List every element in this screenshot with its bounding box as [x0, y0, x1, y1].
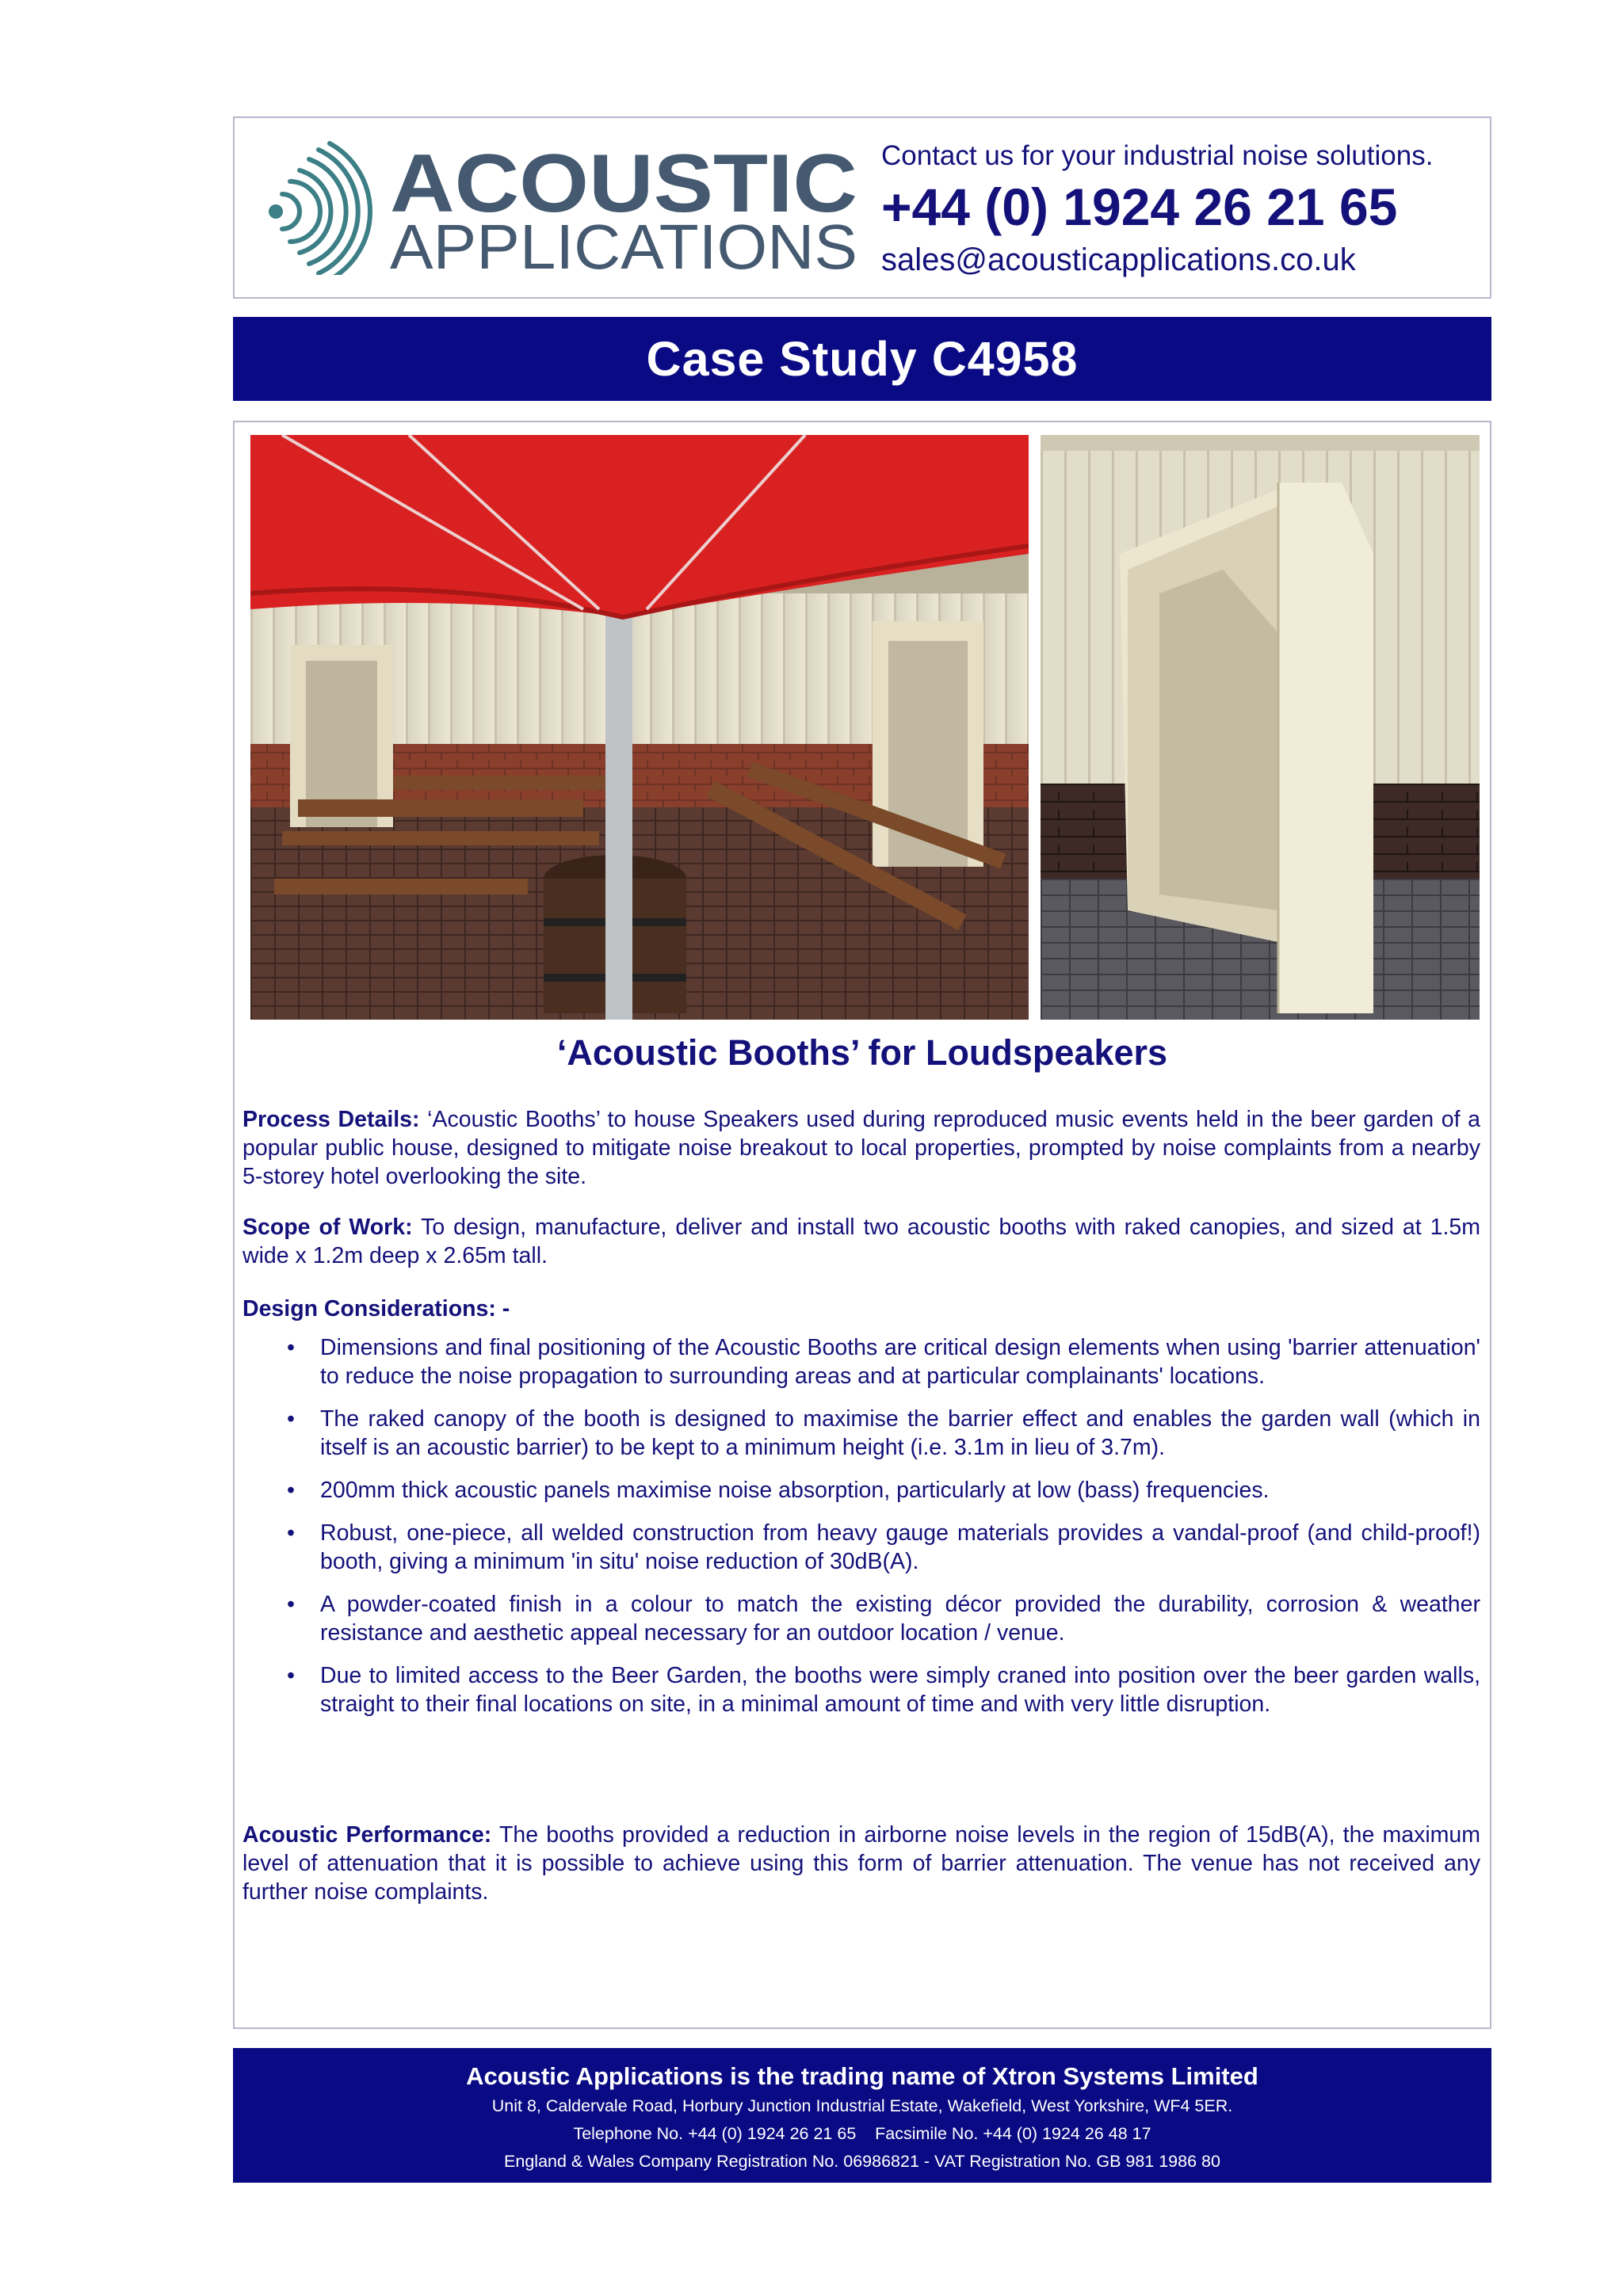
list-item-text: A powder-coated finish in a colour to match the existing décor provided the durability, corrosion & weather resistance and aesthetic appeal necessary for an outdoor location / venue. — [320, 1592, 1480, 1646]
section-heading: ‘Acoustic Booths’ for Loudspeakers — [556, 1032, 1168, 1073]
footer-registration: England & Wales Company Registration No. 06986821 - VAT Registration No. GB 981 1986 80 — [504, 2152, 1220, 2171]
scope-of-work-label: Scope of Work: — [242, 1215, 413, 1240]
list-item — [242, 1405, 1480, 1462]
list-item-text: Robust, one-piece, all welded construction from heavy gauge materials provides a vandal-proof (and child-proof!) booth, giving a minimum 'in situ' noise reduction of 30dB(A). — [320, 1520, 1480, 1574]
bullet-icon: • — [287, 1520, 295, 1546]
design-considerations-list — [242, 1333, 1480, 1733]
footer-address: Unit 8, Caldervale Road, Horbury Junction Industrial Estate, Wakefield, West Yorkshire, WF4 5ER. — [491, 2096, 1233, 2115]
list-item-text: The raked canopy of the booth is designed to maximise the barrier effect and enables the garden wall (which in itself is an acoustic barrier) to be kept to a minimum height (i.e. 3.1m in lieu of 3.7m). — [320, 1406, 1480, 1460]
title-bar — [233, 317, 1491, 401]
list-item — [242, 1333, 1480, 1390]
acoustic-performance-paragraph — [242, 1821, 1480, 1906]
list-item — [242, 1661, 1480, 1718]
beer-garden-photo — [250, 435, 1029, 1020]
process-details-label: Process Details: — [242, 1107, 420, 1132]
process-details-paragraph — [242, 1105, 1480, 1191]
bullet-icon: • — [287, 1478, 295, 1503]
logo-word-applications: APPLICATIONS — [390, 212, 857, 275]
list-item — [242, 1476, 1480, 1505]
design-considerations-label: Design Considerations: - — [242, 1296, 510, 1322]
acoustic-booth-photo — [1041, 435, 1480, 1020]
scope-of-work-paragraph — [242, 1213, 1480, 1270]
footer-trading-name: Acoustic Applications is the trading name of Xtron Systems Limited — [466, 2062, 1258, 2090]
list-item-text: Dimensions and final positioning of the Acoustic Booths are critical design elements when using 'barrier attenuation' to reduce the noise propagation to surrounding areas and at particular complainants' locations. — [320, 1335, 1480, 1389]
footer — [233, 2048, 1491, 2183]
header-box — [233, 116, 1491, 299]
list-item-text: Due to limited access to the Beer Garden, the booths were simply craned into position over the beer garden walls, straight to their final locations on site, in a minimal amount of time and with very little disruption. — [320, 1663, 1480, 1717]
list-item — [242, 1590, 1480, 1647]
bullet-icon: • — [287, 1592, 295, 1617]
case-study-title: Case Study C4958 — [646, 332, 1079, 386]
contact-block — [881, 139, 1433, 280]
footer-phone-fax: Telephone No. +44 (0) 1924 26 21 65 Facsimile No. +44 (0) 1924 26 48 17 — [573, 2124, 1151, 2143]
list-item — [242, 1519, 1480, 1576]
company-logo — [265, 140, 867, 275]
process-details-text: ‘Acoustic Booths’ to house Speakers used during reproduced music events held in the beer garden of a popular public house, designed to mitigate noise breakout to local properties, prompted by noise complaints from a nearby 5-storey hotel overlooking the site. — [242, 1107, 1481, 1189]
logo-word-acoustic: ACOUSTIC — [390, 140, 857, 230]
acoustic-performance-label: Acoustic Performance: — [242, 1822, 492, 1848]
scope-of-work-text: To design, manufacture, deliver and install two acoustic booths with raked canopies, and sized at 1.5m wide x 1.2m deep x 2.65m tall. — [242, 1215, 1481, 1268]
bullet-icon: • — [287, 1406, 295, 1432]
contact-tagline: Contact us for your industrial noise solutions. — [881, 140, 1434, 171]
contact-phone[interactable]: +44 (0) 1924 26 21 65 — [881, 177, 1398, 236]
bullet-icon: • — [287, 1335, 295, 1360]
bullet-icon: • — [287, 1663, 295, 1688]
list-item-text: 200mm thick acoustic panels maximise noise absorption, particularly at low (bass) frequencies. — [320, 1478, 1270, 1503]
acoustic-performance-text: The booths provided a reduction in airborne noise levels in the region of 15dB(A), the maximum level of attenuation that it is possible to achieve using this form of barrier attenuation. The venue has not received any further noise complaints. — [242, 1822, 1480, 1905]
main-content-box — [233, 421, 1491, 2029]
sound-waves-icon — [282, 143, 370, 275]
contact-email[interactable]: sales@acousticapplications.co.uk — [881, 242, 1356, 277]
